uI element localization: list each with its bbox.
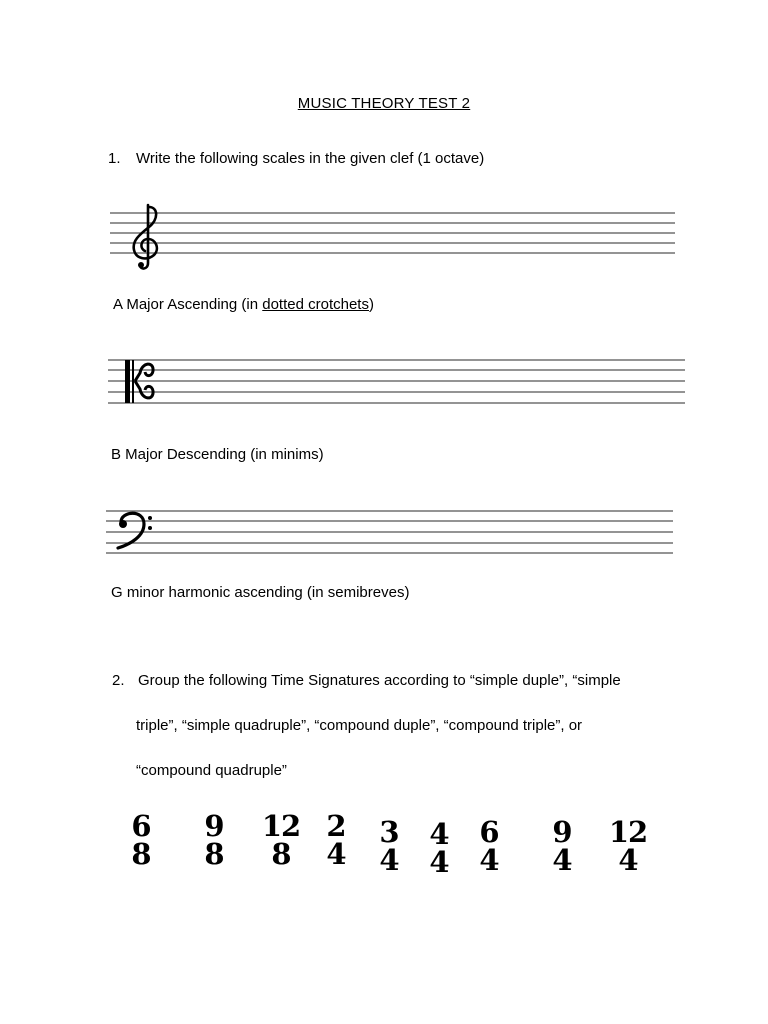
question-2-line-2: triple”, “simple quadruple”, “compound duple”, “compound triple”, or (136, 717, 583, 734)
page-title: MUSIC THEORY TEST 2 (297, 95, 471, 112)
time-signature-bottom: 4 (552, 843, 572, 877)
staff-lines (106, 511, 673, 553)
staff-treble[interactable] (110, 205, 676, 275)
time-signature-bottom: 8 (271, 837, 291, 871)
caption-a-major-post: ) (368, 296, 374, 313)
time-signature-top: 2 (326, 809, 346, 843)
caption-dotted-crotchets: dotted crotchets (262, 296, 369, 313)
treble-clef-icon (134, 205, 157, 269)
time-signature-bottom: 4 (326, 837, 346, 871)
question-1-number: 1. (108, 150, 121, 167)
caption-a-major-pre: A Major Ascending (in (113, 296, 263, 313)
time-signature-top: 12 (261, 809, 301, 843)
caption-a-major (113, 296, 374, 313)
question-1-text: Write the following scales in the given clef (1 octave) (136, 150, 485, 167)
time-signature (459, 815, 519, 877)
staff-alto[interactable] (108, 355, 688, 411)
time-signature (532, 815, 592, 877)
time-signature-top: 9 (552, 815, 572, 849)
time-signature-bottom: 8 (204, 837, 224, 871)
staff-lines (110, 213, 675, 253)
time-signature-bottom: 4 (379, 843, 399, 877)
question-2 (112, 672, 621, 689)
time-signature-top: 6 (131, 809, 151, 843)
time-signature (251, 809, 311, 871)
time-signature-top: 3 (379, 815, 399, 849)
time-signature (184, 809, 244, 871)
caption-b-major: B Major Descending (in minims) (111, 446, 324, 463)
caption-g-minor: G minor harmonic ascending (in semibreves) (111, 584, 410, 601)
question-2-line-3: “compound quadruple” (136, 762, 287, 779)
time-signature-bottom: 4 (429, 845, 449, 879)
question-2-line-1: Group the following Time Signatures according to “simple duple”, “simple (138, 672, 621, 689)
time-signature-bottom: 8 (131, 837, 151, 871)
question-2-number: 2. (112, 672, 125, 689)
time-signature (598, 815, 658, 877)
staff-lines (108, 360, 685, 403)
time-signature-top: 6 (479, 815, 499, 849)
time-signature-bottom: 4 (618, 843, 638, 877)
time-signature-top: 12 (608, 815, 648, 849)
staff-bass[interactable] (106, 505, 676, 559)
time-signature-top: 4 (429, 817, 449, 851)
question-1 (108, 150, 484, 167)
time-signature-bottom: 4 (479, 843, 499, 877)
time-signature-top: 9 (204, 809, 224, 843)
time-signature (306, 809, 366, 871)
time-signature (111, 809, 171, 871)
